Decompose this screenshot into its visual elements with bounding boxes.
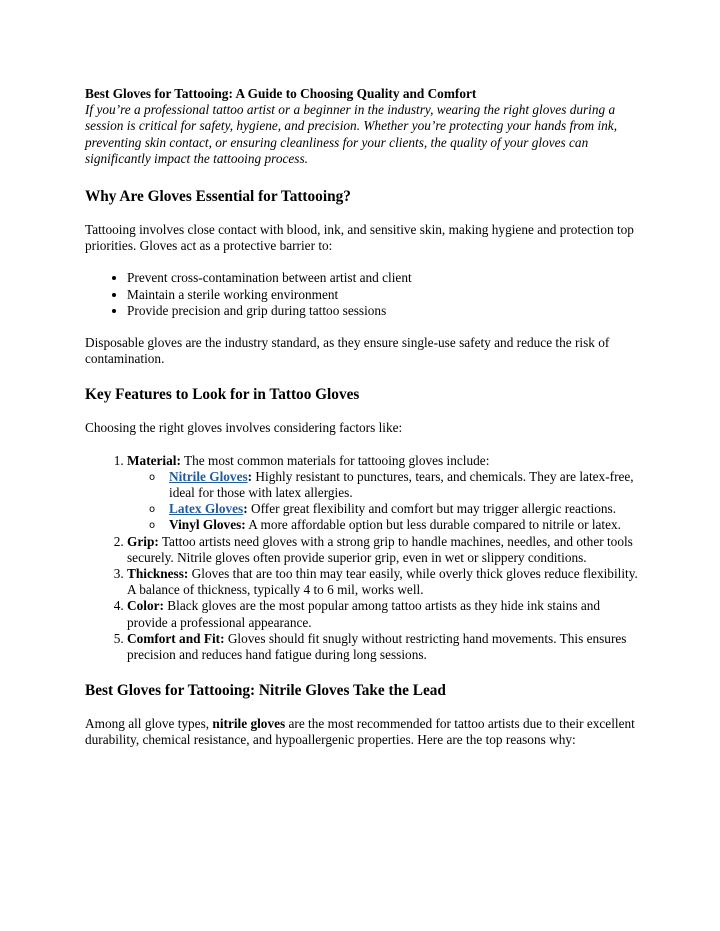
intro-paragraph: If you’re a professional tattoo artist or a beginner in the industry, wearing the right gloves during a session is critical for safety, hygiene, and precision. Whether you’re protecting your hands from ink, preventing skin contact, or ensuring cleanliness for your clients, the quality of your gloves can significantly impact the tattooing process. [85, 102, 618, 166]
latex-gloves-link[interactable]: Latex Gloves [169, 501, 244, 517]
feature-text: The most common materials for tattooing gloves include: [180, 452, 490, 468]
feature-material [127, 453, 640, 534]
nitrile-paragraph [85, 716, 640, 748]
feature-text: Black gloves are the most popular among tattoo artists as they hide ink stains and provide a professional appearance. [127, 598, 601, 630]
heading-why-gloves: Why Are Gloves Essential for Tattooing? [85, 188, 351, 206]
feature-text: Gloves that are too thin may tear easily, while overly thick gloves reduce flexibility. A balance of thickness, typically 4 to 6 mil, works well. [127, 566, 638, 598]
circle-bullet-icon: o [149, 504, 156, 516]
list-item: • Maintain a sterile working environment [127, 287, 640, 303]
feature-grip [127, 534, 640, 566]
circle-bullet-icon: o [149, 471, 156, 483]
reasons-list [85, 270, 640, 319]
list-item [149, 501, 640, 517]
features-list [85, 453, 640, 664]
list-item: • Prevent cross-contamination between artist and client [127, 270, 640, 286]
heading-key-features: Key Features to Look for in Tattoo Gloves [85, 386, 360, 404]
sub-item-text: A more affordable option but less durable compared to nitrile or latex. [245, 517, 622, 533]
why-paragraph: Tattooing involves close contact with blood, ink, and sensitive skin, making hygiene and protection top priorities. Gloves act as a protective barrier to: [85, 222, 634, 254]
list-item: • Provide precision and grip during tattoo sessions [127, 303, 640, 319]
colon: : [243, 501, 248, 517]
paragraph-text: Among all glove types, [85, 716, 213, 732]
feature-text: Tattoo artists need gloves with a strong grip to handle machines, needles, and other tools securely. Nitrile gloves often provide superior grip, even in wet or slippery conditions. [127, 533, 633, 565]
feature-label: Material: [127, 452, 181, 468]
circle-bullet-icon: o [149, 520, 156, 532]
nitrile-gloves-link[interactable]: Nitrile Gloves [169, 468, 248, 484]
feature-text: Gloves should fit snugly without restricting hand movements. This ensures precision and reduces hand fatigue during long sessions. [127, 630, 627, 663]
sub-item-text: Offer great flexibility and comfort but may trigger allergic reactions. [247, 501, 617, 517]
feature-comfort-fit [127, 631, 640, 663]
document-page [85, 86, 640, 749]
materials-sublist [127, 469, 640, 534]
nitrile-gloves-emphasis: nitrile gloves [212, 716, 286, 732]
paragraph-text: are the most recommended for tattoo artists due to their excellent durability, chemical resistance, and hypoallergenic properties. Here are the top reasons why: [85, 716, 635, 748]
key-features-intro: Choosing the right gloves involves considering factors like: [85, 420, 403, 436]
disposable-paragraph: Disposable gloves are the industry standard, as they ensure single-use safety and reduce the risk of contamination. [85, 335, 610, 367]
list-item [149, 517, 640, 533]
feature-label: Color: [127, 598, 164, 614]
document-title: Best Gloves for Tattooing: A Guide to Choosing Quality and Comfort [85, 86, 477, 101]
feature-color [127, 598, 640, 630]
colon: : [247, 468, 253, 484]
feature-label: Grip: [127, 533, 159, 549]
feature-label: Thickness: [127, 566, 189, 582]
list-item [149, 468, 640, 501]
feature-label: Comfort and Fit: [127, 630, 225, 646]
feature-thickness [127, 566, 640, 598]
sub-item-text: Highly resistant to punctures, tears, and chemicals. They are latex-free, ideal for those with latex allergies. [169, 468, 634, 501]
vinyl-gloves-label: Vinyl Gloves: [169, 517, 246, 533]
heading-nitrile-lead: Best Gloves for Tattooing: Nitrile Gloves Take the Lead [85, 682, 446, 700]
